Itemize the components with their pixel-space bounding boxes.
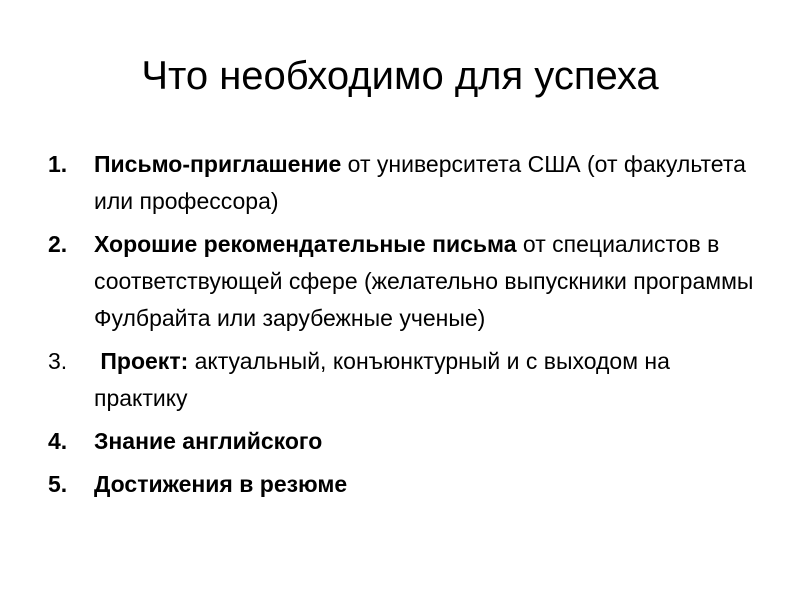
- list-item-text: от университета США (от факультета или профессора): [94, 151, 746, 214]
- list-item-bold-text: Проект:: [100, 348, 189, 374]
- list-item: [48, 146, 760, 220]
- list-item-bold-text: Знание английского: [94, 428, 323, 454]
- list-item-text: от специалистов в соответствующей сфере (желательно выпускники программы Фулбрайта или зарубежные ученые): [94, 231, 754, 331]
- list-item-number: 1.: [48, 151, 68, 177]
- list-item-number: 3.: [48, 348, 68, 374]
- list-item-bold-text: Письмо-приглашение: [94, 151, 342, 177]
- requirements-list: [48, 146, 760, 509]
- list-item-number: 5.: [48, 471, 68, 497]
- list-item-number: 2.: [48, 231, 68, 257]
- list-item-text: актуальный, конъюнктурный и с выходом на практику: [94, 348, 670, 411]
- list-item-number: 4.: [48, 428, 68, 454]
- list-item-bold-text: Достижения в резюме: [94, 471, 348, 497]
- list-item: [48, 226, 760, 337]
- slide-title: Что необходимо для успеха: [141, 54, 659, 98]
- list-item: [48, 466, 760, 503]
- list-item: [48, 423, 760, 460]
- list-item-bold-text: Хорошие рекомендательные письма: [94, 231, 517, 257]
- list-item: [48, 343, 760, 417]
